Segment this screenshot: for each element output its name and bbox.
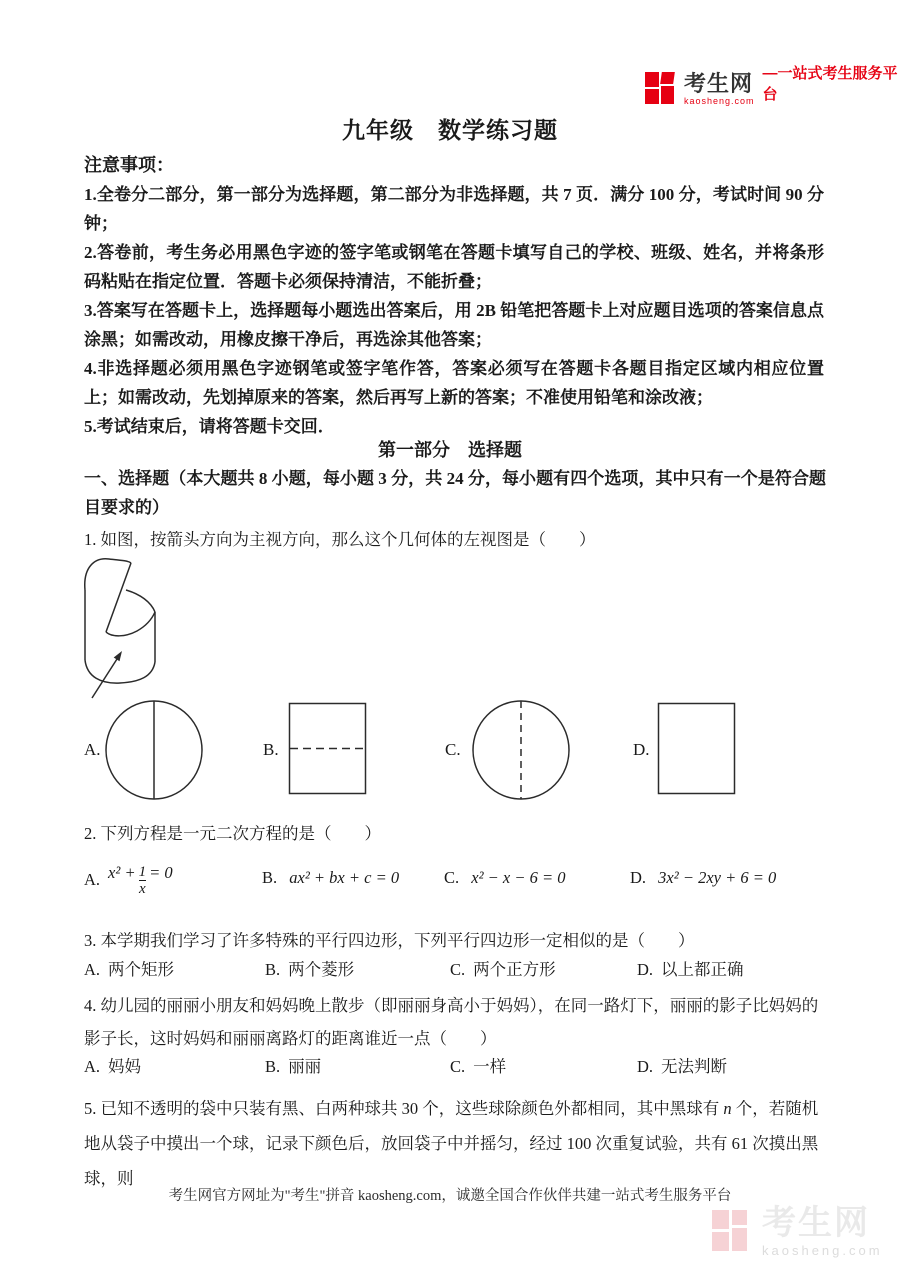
- question-1-text: 1. 如图，按箭头方向为主视方向，那么这个几何体的左视图是（ ）: [84, 530, 596, 549]
- logo-name: [684, 73, 755, 106]
- notice-item-3: 3.答案写在答题卡上，选择题每小题选出答案后，用 2B 铅笔把答题卡上对应题目选项的答案信息点涂黑；如需改动，用橡皮擦干净后，再选涂其他答案；: [84, 301, 824, 349]
- option-a-circle-solid-line: [104, 699, 204, 801]
- question-4-text: 4. 幼儿园的丽丽小朋友和妈妈晚上散步（即丽丽身高小于妈妈），在同一路灯下，丽丽的影子比妈妈的影子长，这时妈妈和丽丽离路灯的距离谁近一点（ ）: [84, 996, 819, 1048]
- q2-option-c-formula: x² − x − 6 = 0: [471, 868, 566, 887]
- part-one-heading: 第一部分 选择题: [378, 440, 522, 460]
- option-b-label: B.: [263, 740, 279, 759]
- q2-option-b-label: B.: [262, 868, 278, 887]
- option-b-square-dashed-line: [288, 702, 368, 796]
- q3-option-a: A. 两个矩形: [84, 960, 175, 979]
- kaosheng-logo: [645, 62, 900, 106]
- q3-option-d: D. 以上都正确: [637, 960, 744, 979]
- q2-option-c-label: C.: [444, 868, 460, 887]
- option-d-label: D.: [633, 740, 650, 759]
- watermark-text: [762, 1206, 883, 1258]
- watermark-name: 考生网: [762, 1204, 870, 1242]
- notice-heading: 注意事项：: [84, 155, 174, 175]
- q4-option-d: D. 无法判断: [637, 1057, 728, 1076]
- kaosheng-h-logo-icon: [645, 70, 678, 106]
- q2-option-b-formula: ax² + bx + c = 0: [289, 868, 400, 887]
- q2-option-d: [630, 868, 776, 888]
- q4-option-a: A. 妈妈: [84, 1057, 142, 1076]
- section-instructions: 一、选择题（本大题共 8 小题，每小题 3 分，共 24 分，每小题有四个选项，其中只有一个是符合题目要求的）: [84, 469, 826, 517]
- notice-item-2: 2.答卷前，考生务必用黑色字迹的签字笔或钢笔在答题卡填写自己的学校、班级、姓名，并将条形码粘贴在指定位置．答题卡必须保持清洁，不能折叠；: [84, 243, 824, 291]
- q2-option-b: [262, 868, 399, 888]
- page-title: 九年级 数学练习题: [342, 118, 558, 143]
- q2-option-a: [84, 852, 173, 908]
- notice-item-5: 5.考试结束后，请将答题卡交回．: [84, 417, 335, 436]
- logo-tagline: —一站式考生服务平台: [762, 65, 898, 103]
- cylinder-cut-figure: [78, 550, 228, 702]
- option-d-square-plain: [657, 702, 737, 796]
- question-5-text: 5. 已知不透明的袋中只装有黑、白两种球共 30 个，这些球除颜色外都相同，其中黑球有 n 个，若随机地从袋子中摸出一个球，记录下颜色后，放回袋子中并摇匀，经过 100 次重复试验，共有 61 次摸出黑球，则: [84, 1099, 819, 1188]
- question-3-text: 3. 本学期我们学习了许多特殊的平行四边形，下列平行四边形一定相似的是（ ）: [84, 931, 695, 950]
- q4-option-c: C. 一样: [450, 1057, 507, 1076]
- watermark-h-logo-icon: [712, 1206, 754, 1256]
- q3-option-c: C. 两个正方形: [450, 960, 556, 979]
- q2-option-a-formula: x² + $\frac{1}{x}$ = 0: [108, 863, 173, 897]
- footer-text: 考生网官方网址为"考生"拼音 kaosheng.com，诚邀全国合作伙伴共建一站式考生服务平台: [168, 1188, 732, 1204]
- q2-option-a-label: A.: [84, 870, 101, 889]
- variable-n: n: [723, 1099, 732, 1118]
- watermark-domain: kaosheng.com: [762, 1243, 883, 1258]
- kaosheng-watermark: [712, 1206, 883, 1258]
- question-2-text: 2. 下列方程是一元二次方程的是（ ）: [84, 824, 381, 843]
- q3-option-b: B. 两个菱形: [265, 960, 355, 979]
- q2-option-c: [444, 868, 566, 888]
- notice-item-1: 1.全卷分二部分，第一部分为选择题，第二部分为非选择题，共 7 页．满分 100 分，考试时间 90 分钟；: [84, 185, 824, 233]
- option-c-circle-dashed-line: [471, 699, 571, 801]
- notice-item-4: 4.非选择题必须用黑色字迹钢笔或签字笔作答，答案必须写在答题卡各题目指定区域内相应位置上；如需改动，先划掉原来的答案，然后再写上新的答案；不准使用铅笔和涂改液；: [84, 359, 824, 407]
- option-c-label: C.: [445, 740, 461, 759]
- logo-name-cn: 考生网: [683, 71, 753, 96]
- logo-domain: kaosheng.com: [683, 96, 755, 106]
- q2-option-d-label: D.: [630, 868, 647, 887]
- q4-option-b: B. 丽丽: [265, 1057, 322, 1076]
- option-a-label: A.: [84, 740, 101, 759]
- q2-option-d-formula: 3x² − 2xy + 6 = 0: [658, 868, 777, 887]
